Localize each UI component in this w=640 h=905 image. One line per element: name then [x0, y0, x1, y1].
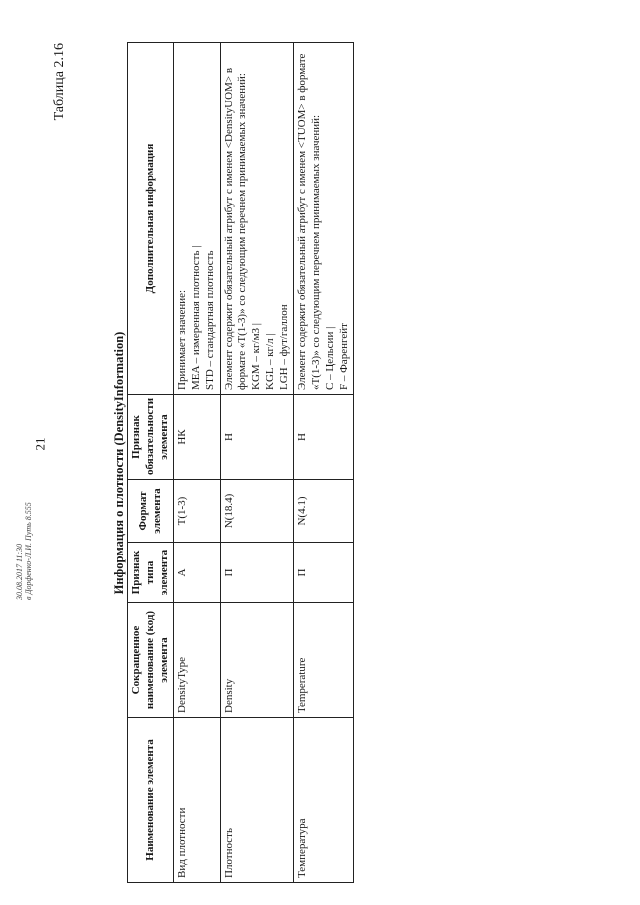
- handwritten-note: [15, 502, 33, 600]
- cell-code: Density: [220, 603, 294, 718]
- cell-type: П: [294, 543, 354, 603]
- header-element-required: Признак обязательности элемента: [128, 395, 174, 480]
- info-line: Элемент содержит обязательный атрибут с именем <TUOM> в формате «T(1-3)» со следующим перечнем принимаемых значений:: [296, 53, 322, 390]
- info-line: STD – стандартная плотность: [203, 250, 216, 390]
- cell-type: А: [174, 543, 220, 603]
- table-number: Таблица 2.16: [52, 43, 67, 121]
- rotated-page-content: [52, 43, 552, 883]
- cell-format: N(4.1): [294, 480, 354, 543]
- header-additional-info: Дополнительная информация: [128, 43, 174, 395]
- cell-type: П: [220, 543, 294, 603]
- header-element-code: Сокращенное наименование (код) элемента: [128, 603, 174, 718]
- cell-required: Н: [220, 395, 294, 480]
- cell-info: [174, 43, 220, 395]
- table-row: [220, 43, 294, 883]
- cell-code: Temperature: [294, 603, 354, 718]
- table-row: [174, 43, 220, 883]
- cell-code: DensityType: [174, 603, 220, 718]
- density-information-table: [127, 42, 354, 883]
- table-caption: Информация о плотности (DensityInformation): [112, 331, 126, 595]
- cell-name: Плотность: [220, 718, 294, 883]
- header-element-format: Формат элемента: [128, 480, 174, 543]
- cell-format: N(18.4): [220, 480, 294, 543]
- cell-info: [294, 43, 354, 395]
- table-row: [294, 43, 354, 883]
- cell-name: Температура: [294, 718, 354, 883]
- info-line: KGM – кг/м3 |: [250, 323, 262, 390]
- info-line: F – Фаренгейт: [337, 323, 350, 390]
- header-element-name: Наименование элемента: [128, 718, 174, 883]
- cell-required: Н: [294, 395, 354, 480]
- note-line: 30.08.2017 11:30: [15, 543, 24, 600]
- header-element-type: Признак типа элемента: [128, 543, 174, 603]
- info-line: MEA – измеренная плотность |: [190, 245, 202, 390]
- cell-info: [220, 43, 294, 395]
- table-header-row: [128, 43, 174, 883]
- page-number: 21: [32, 437, 48, 451]
- cell-format: T(1-3): [174, 480, 220, 543]
- info-line: Принимает значение:: [176, 289, 189, 390]
- note-line: в Дорфенко-Л.И. Путь 8.555: [24, 502, 34, 600]
- info-line: LGH – фут/галлон: [277, 304, 290, 390]
- cell-required: НК: [174, 395, 220, 480]
- info-line: С – Цельсии |: [323, 326, 336, 390]
- info-line: Элемент содержит обязательный атрибут с именем <DensityUOM> в формате «T(1-3)» со следующим перечнем принимаемых значений:: [222, 67, 249, 390]
- cell-name: Вид плотности: [174, 718, 220, 883]
- info-line: KGL – кг/л |: [263, 333, 276, 390]
